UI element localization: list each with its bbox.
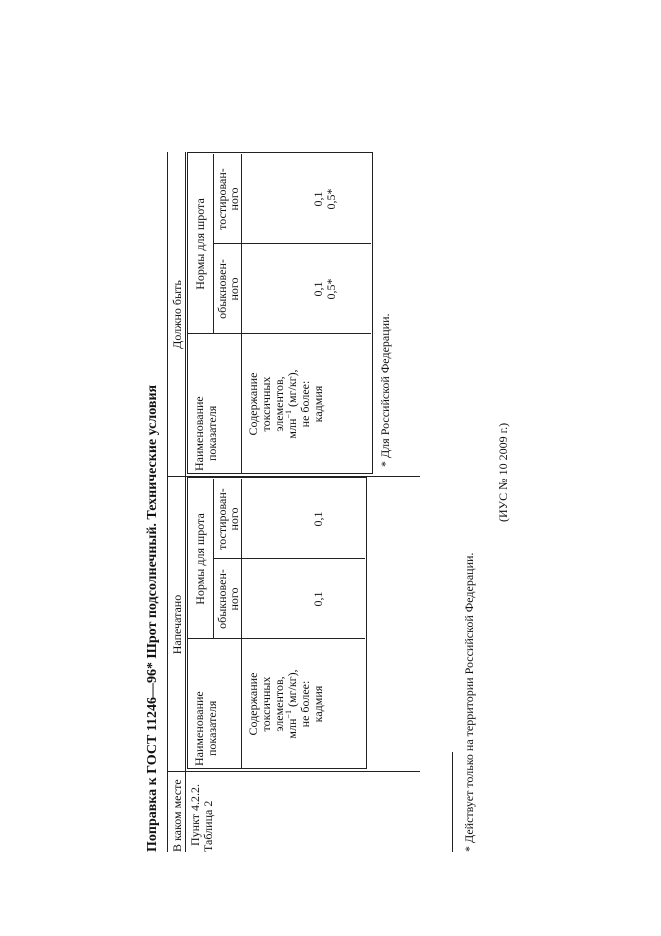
top-rule [167, 152, 168, 852]
correct-norms-rule [213, 154, 214, 334]
correct-row-line-5: не более: [298, 380, 312, 428]
printed-header-rule [241, 479, 242, 769]
correct-row-line-2: токсичных [259, 376, 273, 432]
printed-row-line-4: млн$^{-1}$ (мг/кг), [284, 669, 299, 739]
column-divider-1 [167, 771, 420, 772]
printed-row-line-1: Содержание [246, 672, 260, 736]
page-title: Поправка к ГОСТ 11246—96* Шрот подсолнечный. Технические условия [145, 384, 160, 852]
printed-sub-toasted-2: ного [227, 507, 241, 531]
rotated-page [145, 92, 535, 852]
correct-table-note: * Для Российской Федерации. [378, 313, 392, 467]
footnote-rule [452, 752, 453, 852]
column-should-be: Должно быть [170, 280, 184, 349]
correct-value-toasted-1: 0,1 [311, 191, 325, 207]
printed-value-toasted: 0,1 [311, 511, 325, 527]
printed-sub-ordinary-1: обыкновен- [215, 569, 229, 629]
correct-row-line-4: млн$^{-1}$ (мг/кг), [284, 369, 299, 439]
correct-header-norms: Нормы для шрота [193, 198, 207, 290]
printed-row-line-2: токсичных [259, 676, 273, 732]
column-printed: Напечатано [170, 594, 184, 655]
correct-sub-toasted-2: ного [227, 187, 241, 211]
location-item: Пункт 4.2.2. [188, 783, 202, 846]
correct-sub-toasted-1: тостирован- [215, 168, 229, 230]
printed-header-norms: Нормы для шрота [193, 513, 207, 605]
correct-value-toasted-2: 0,5* [324, 188, 338, 210]
correct-header-rule [241, 154, 242, 474]
printed-norms-rule [213, 479, 214, 639]
location-table: Таблица 2 [201, 800, 215, 852]
correct-row-line-3: элементов, [272, 376, 286, 432]
printed-row-line-6: кадмия [311, 685, 325, 723]
printed-sub-toasted-1: тостирован- [215, 488, 229, 550]
printed-sub-ordinary-2: ного [227, 587, 241, 611]
printed-value-ordinary: 0,1 [311, 591, 325, 607]
source-reference: (ИУС № 10 2009 г.) [496, 422, 510, 522]
header-rule [185, 152, 186, 852]
column-where: В каком месте [170, 779, 184, 852]
correct-header-name-1: Наименование [192, 396, 206, 471]
correct-value-ordinary-2: 0,5* [324, 278, 338, 300]
printed-header-name-1: Наименование [192, 691, 206, 766]
correct-sub-ordinary-1: обыкновен- [215, 259, 229, 319]
correct-header-name-2: показателя [205, 405, 219, 461]
correct-sub-ordinary-2: ного [227, 277, 241, 301]
footnote: * Действует только на территории Российской Федерации. [462, 552, 476, 852]
correct-value-ordinary-1: 0,1 [311, 281, 325, 297]
correct-row-line-1: Содержание [246, 372, 260, 436]
printed-header-name-2: показателя [205, 700, 219, 756]
correct-row-line-6: кадмия [311, 385, 325, 423]
printed-row-line-5: не более: [298, 680, 312, 728]
printed-row-line-3: элементов, [272, 676, 286, 732]
